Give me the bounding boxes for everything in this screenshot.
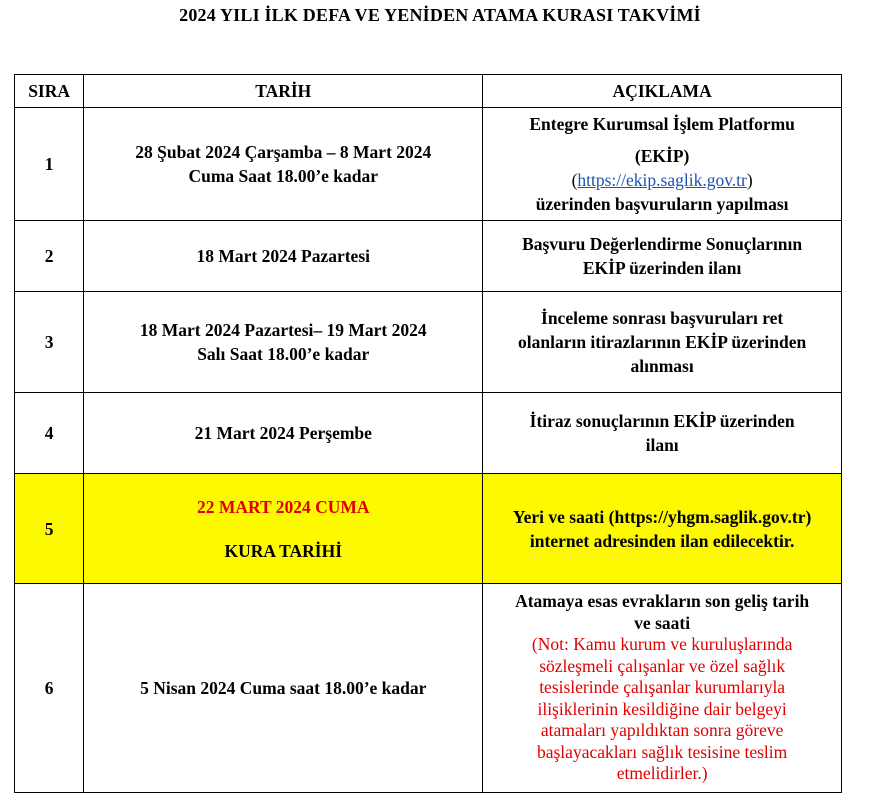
date-line: Salı Saat 18.00’e kadar — [197, 344, 370, 364]
row-number: 6 — [15, 584, 84, 793]
desc-line: Atamaya esas evrakların son geliş tarih — [515, 591, 810, 612]
row-number: 2 — [15, 221, 84, 292]
table-row — [15, 393, 842, 474]
row-date: 5 Nisan 2024 Cuma saat 18.00’e kadar — [84, 584, 483, 793]
desc-line: alınması — [630, 356, 694, 376]
page-title: 2024 YILI İLK DEFA VE YENİDEN ATAMA KURASI TAKVİMİ — [179, 5, 701, 25]
kura-date: 22 MART 2024 CUMA — [196, 496, 370, 517]
desc-line: ilanı — [645, 435, 679, 455]
row-number: 1 — [15, 108, 84, 221]
desc-line: (EKİP) — [634, 146, 690, 166]
schedule-table — [14, 74, 842, 793]
note-line: etmelidirler.) — [616, 763, 708, 784]
row-description — [483, 393, 842, 474]
header-sira: SIRA — [15, 75, 84, 108]
desc-line: Entegre Kurumsal İşlem Platformu — [529, 114, 795, 134]
note-line: (Not: Kamu kurum ve kuruluşlarında — [531, 634, 793, 655]
paren-open: ( — [571, 170, 578, 190]
desc-line: olanların itirazlarının EKİP üzerinden — [517, 332, 807, 352]
date-line: 28 Şubat 2024 Çarşamba – 8 Mart 2024 — [135, 142, 432, 162]
table-row — [15, 292, 842, 393]
row-number: 3 — [15, 292, 84, 393]
desc-line: İnceleme sonrası başvuruları ret — [541, 308, 784, 328]
row-description — [483, 584, 842, 793]
row-date — [84, 108, 483, 221]
header-tarih: TARİH — [84, 75, 483, 108]
row-description — [483, 474, 842, 584]
row-date — [84, 292, 483, 393]
table-row — [15, 221, 842, 292]
desc-line: ve saati — [634, 612, 691, 633]
row-description — [483, 221, 842, 292]
desc-line: İtiraz sonuçlarının EKİP üzerinden — [529, 411, 795, 431]
row-number: 4 — [15, 393, 84, 474]
ekip-link[interactable]: https://ekip.saglik.gov.tr — [577, 170, 747, 190]
note-line: sözleşmeli çalışanlar ve özel sağlık — [539, 655, 786, 676]
row-date — [84, 474, 483, 584]
date-line: Cuma Saat 18.00’e kadar — [188, 166, 379, 186]
date-line: 18 Mart 2024 Pazartesi– 19 Mart 2024 — [139, 320, 427, 340]
note-line: ilişiklerinin kesildiğine dair belgeyi — [537, 698, 787, 719]
table-row — [15, 584, 842, 793]
note-line: tesislerinde çalışanlar kurumlarıyla — [539, 677, 786, 698]
desc-line: internet adresinden ilan edilecektir. — [529, 530, 795, 551]
header-aciklama: AÇIKLAMA — [483, 75, 842, 108]
kura-label: KURA TARİHİ — [224, 540, 343, 561]
table-header-row — [15, 75, 842, 108]
note-line: atamaları yapıldıktan sonra göreve — [540, 720, 784, 741]
row-number: 5 — [15, 474, 84, 584]
paren-close: ) — [746, 170, 753, 190]
row-description — [483, 108, 842, 221]
row-date: 21 Mart 2024 Perşembe — [84, 393, 483, 474]
desc-link-line — [487, 168, 837, 192]
table-row — [15, 108, 842, 221]
row-description — [483, 292, 842, 393]
desc-line: Yeri ve saati (https://yhgm.saglik.gov.tr) — [512, 506, 812, 527]
desc-line: üzerinden başvuruların yapılması — [535, 194, 789, 214]
row-date: 18 Mart 2024 Pazartesi — [84, 221, 483, 292]
desc-line: Başvuru Değerlendirme Sonuçlarının — [522, 234, 803, 254]
desc-line: EKİP üzerinden ilanı — [582, 258, 742, 278]
note-line: başlayacakları sağlık tesisine teslim — [536, 741, 788, 762]
table-row-highlight — [15, 474, 842, 584]
